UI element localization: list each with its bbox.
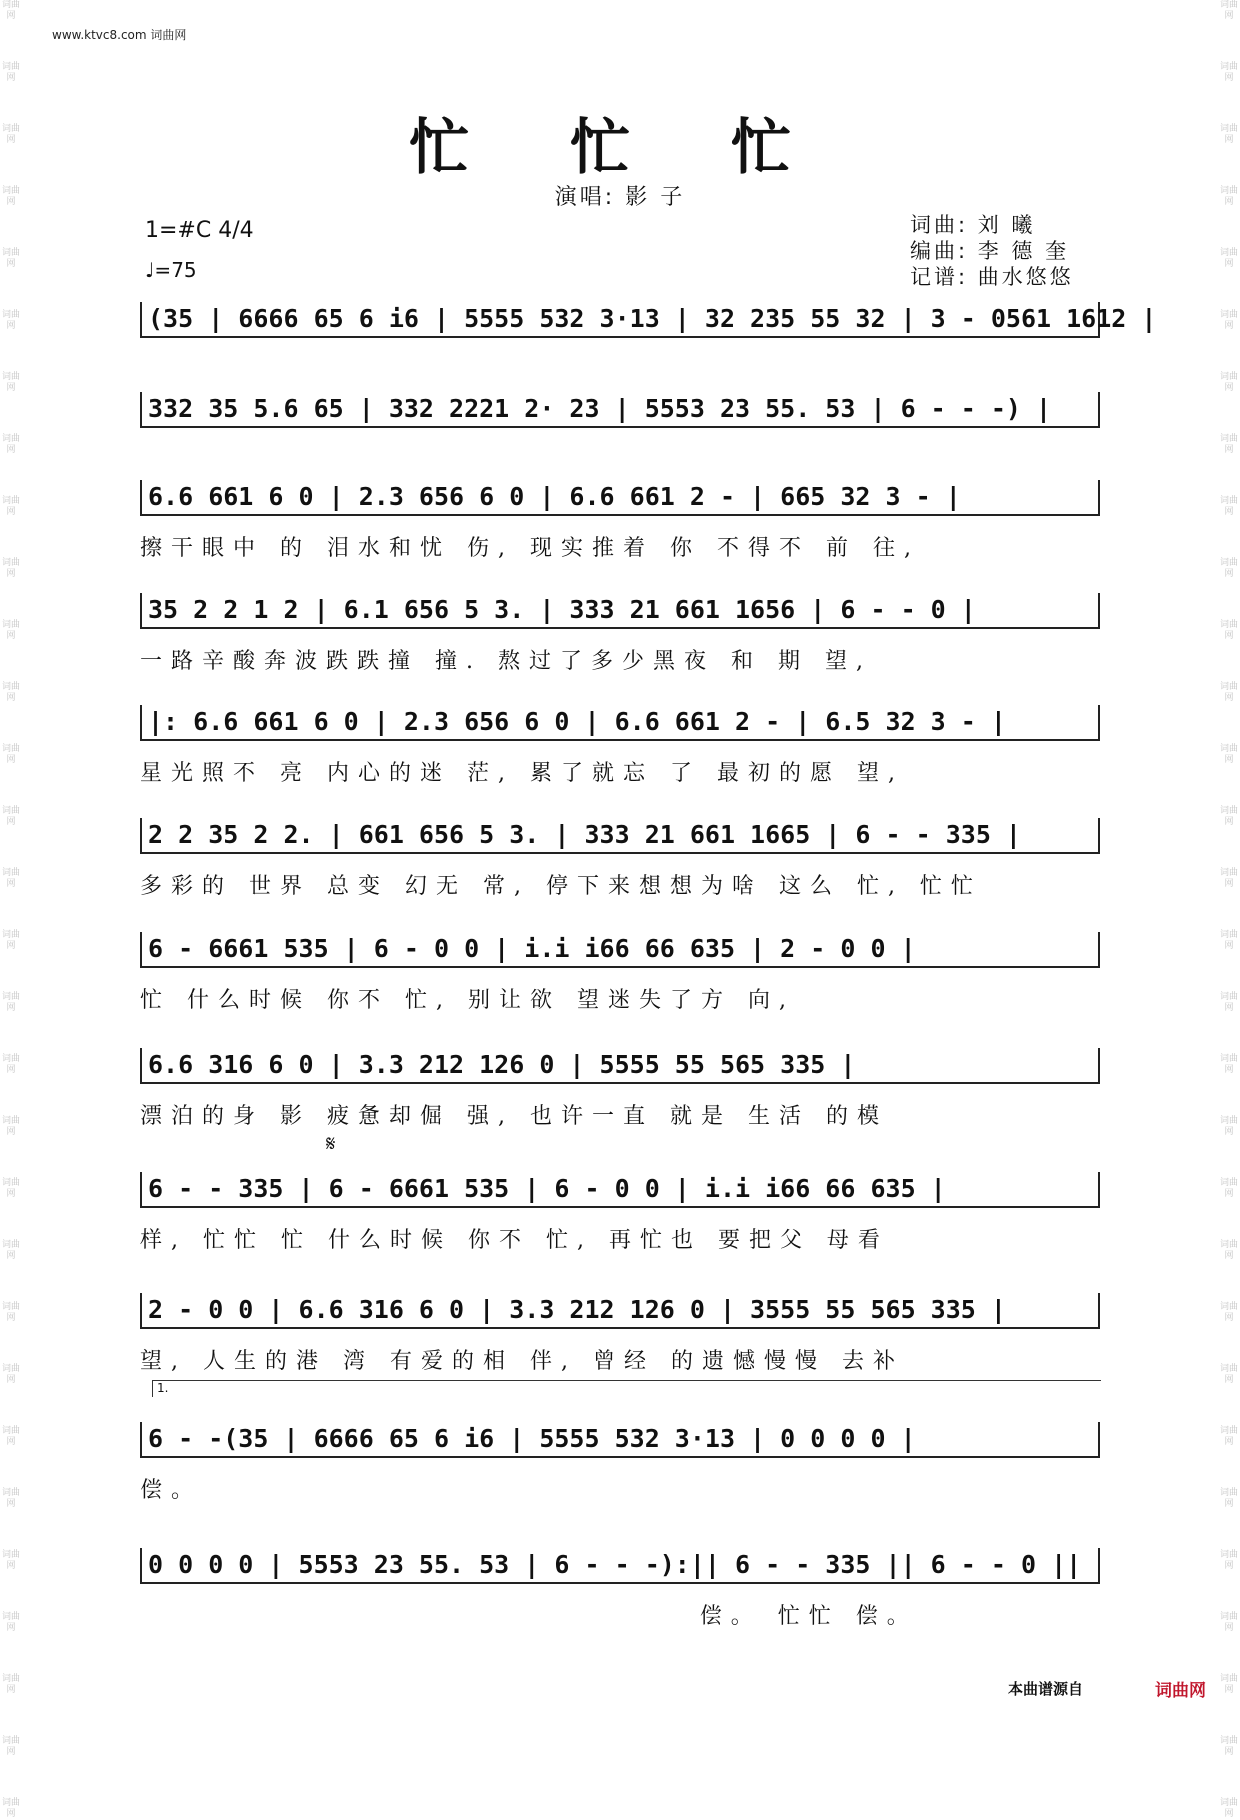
- lyric-line: 忙 什么时候 你不 忙, 别让欲 望迷失了方 向,: [140, 988, 795, 1013]
- edge-watermark-text: 词曲网: [1219, 434, 1238, 455]
- edge-watermark-text: 词曲网: [1, 558, 20, 579]
- edge-watermark-text: 词曲网: [1219, 1736, 1238, 1757]
- edge-watermark-text: 词曲网: [1, 1302, 20, 1323]
- edge-watermark-text: 词曲网: [1, 62, 20, 83]
- key-signature: 1=#C 4/4: [145, 218, 254, 243]
- edge-watermark-text: 词曲网: [1, 310, 20, 331]
- lyric-line: 多彩的 世界 总变 幻无 常, 停下来想想为啥 这么 忙, 忙忙: [140, 874, 982, 899]
- footer-source-label: 本曲谱源自: [1008, 1680, 1084, 1698]
- edge-watermark-text: 词曲网: [1, 496, 20, 517]
- site-url[interactable]: www.ktvc8.com 词曲网: [52, 28, 187, 42]
- notation-line: 35 2 2 1 2 | 6.1 656 5 3. | 333 21 661 1656 | 6 - - 0 |: [140, 593, 1100, 629]
- score-row: [140, 302, 1157, 386]
- lyric-line: 擦干眼中 的 泪水和忧 伤, 现实推着 你 不得不 前 往,: [140, 536, 920, 561]
- notation-line: 2 2 35 2 2. | 661 656 5 3. | 333 21 661 1665 | 6 - - 335 |: [140, 818, 1100, 854]
- credit-lyrics: 词曲: 刘 曦: [910, 213, 1036, 237]
- edge-watermark-text: 词曲网: [1219, 806, 1238, 827]
- edge-watermark-text: 词曲网: [1, 1550, 20, 1571]
- segno-sign: 𝄋: [326, 1132, 336, 1157]
- singer-line: 演唱: 影 子: [554, 185, 686, 210]
- lyric-line: 望, 人生的港 湾 有爱的相 伴, 曾经 的遗憾慢慢 去补: [140, 1349, 904, 1374]
- edge-watermark-text: 词曲网: [1219, 1364, 1238, 1385]
- edge-watermark-text: 词曲网: [1, 186, 20, 207]
- score-row: [140, 1293, 1100, 1377]
- edge-watermark-text: 词曲网: [1219, 930, 1238, 951]
- edge-watermark-text: 词曲网: [1219, 1798, 1238, 1819]
- credit-arranger: 编曲: 李 德 奎: [910, 239, 1070, 263]
- edge-watermark-text: 词曲网: [1, 1054, 20, 1075]
- edge-watermark-text: 词曲网: [1219, 1674, 1238, 1695]
- edge-watermark-text: 词曲网: [1219, 992, 1238, 1013]
- notation-line: |: 6.6 661 6 0 | 2.3 656 6 0 | 6.6 661 2 - | 6.5 32 3 - |: [140, 705, 1100, 741]
- score-row: [140, 593, 1100, 677]
- score-row: [140, 392, 1100, 476]
- edge-watermark-text: 词曲网: [1, 1116, 20, 1137]
- edge-watermark-text: 词曲网: [1219, 1426, 1238, 1447]
- edge-watermark-text: 词曲网: [1, 1426, 20, 1447]
- edge-watermark-text: 词曲网: [1, 372, 20, 393]
- edge-watermark-text: 词曲网: [1, 1674, 20, 1695]
- edge-watermark-text: 词曲网: [1, 434, 20, 455]
- edge-watermark-text: 词曲网: [1219, 682, 1238, 703]
- volta-bracket: 1.: [152, 1380, 1101, 1397]
- edge-watermark-text: 词曲网: [1, 992, 20, 1013]
- lyric-line: 一路辛酸奔波跌跌撞 撞. 熬过了多少黑夜 和 期 望,: [140, 649, 872, 674]
- edge-watermark-text: 词曲网: [1, 1364, 20, 1385]
- credit-transcriber: 记谱: 曲水悠悠: [910, 265, 1074, 289]
- edge-watermark-text: 词曲网: [1, 682, 20, 703]
- edge-watermark-text: 词曲网: [1, 1488, 20, 1509]
- edge-watermark-text: 词曲网: [1219, 0, 1238, 21]
- score-row: [140, 705, 1100, 789]
- edge-watermark-text: 词曲网: [1219, 248, 1238, 269]
- lyric-line: [140, 356, 1100, 386]
- lyric-line: 偿。: [140, 1478, 203, 1503]
- edge-watermark-text: 词曲网: [1219, 1240, 1238, 1261]
- score-row: [140, 1548, 1100, 1632]
- edge-watermark-text: 词曲网: [1219, 62, 1238, 83]
- edge-watermark-text: 词曲网: [1219, 1550, 1238, 1571]
- edge-watermark-text: 词曲网: [1219, 868, 1238, 889]
- edge-watermark-text: 词曲网: [1219, 1178, 1238, 1199]
- notation-line: 6.6 661 6 0 | 2.3 656 6 0 | 6.6 661 2 - | 665 32 3 - |: [140, 480, 1100, 516]
- edge-watermark-text: 词曲网: [1, 124, 20, 145]
- edge-watermark-text: 词曲网: [1219, 1302, 1238, 1323]
- edge-watermark-text: 词曲网: [1219, 372, 1238, 393]
- edge-watermark-text: 词曲网: [1, 248, 20, 269]
- edge-watermark-text: 词曲网: [1219, 1054, 1238, 1075]
- notation-line: 0 0 0 0 | 5553 23 55. 53 | 6 - - -):|| 6 - - 335 || 6 - - 0 ||: [140, 1548, 1100, 1584]
- watermark-left-edge: [0, 0, 22, 1819]
- notation-line: 6 - - 335 | 6 - 6661 535 | 6 - 0 0 | i.i i66 66 635 |: [140, 1172, 1100, 1208]
- edge-watermark-text: 词曲网: [1219, 1612, 1238, 1633]
- notation-line: (35 | 6666 65 6 i6 | 5555 532 3·13 | 32 235 55 32 | 3 - 0561 1612 |: [140, 302, 1100, 338]
- notation-line: 6 - 6661 535 | 6 - 0 0 | i.i i66 66 635 | 2 - 0 0 |: [140, 932, 1100, 968]
- edge-watermark-text: 词曲网: [1219, 124, 1238, 145]
- tempo-mark: ♩=75: [145, 258, 197, 282]
- edge-watermark-text: 词曲网: [1219, 1488, 1238, 1509]
- score-row: [140, 1048, 1100, 1132]
- edge-watermark-text: 词曲网: [1, 1798, 20, 1819]
- edge-watermark-text: 词曲网: [1219, 744, 1238, 765]
- notation-line: 6.6 316 6 0 | 3.3 212 126 0 | 5555 55 565 335 |: [140, 1048, 1100, 1084]
- edge-watermark-text: 词曲网: [1219, 1116, 1238, 1137]
- edge-watermark-text: 词曲网: [1219, 558, 1238, 579]
- edge-watermark-text: 词曲网: [1219, 620, 1238, 641]
- song-title: 忙 忙 忙: [409, 113, 831, 183]
- edge-watermark-text: 词曲网: [1219, 310, 1238, 331]
- edge-watermark-text: 词曲网: [1, 0, 20, 21]
- lyric-line: 漂泊的身 影 疲惫却倔 强, 也许一直 就是 生活 的模: [140, 1104, 888, 1129]
- edge-watermark-text: 词曲网: [1, 806, 20, 827]
- edge-watermark-text: 词曲网: [1, 1736, 20, 1757]
- notation-line: 2 - 0 0 | 6.6 316 6 0 | 3.3 212 126 0 | 3555 55 565 335 |: [140, 1293, 1100, 1329]
- lyric-line: 样, 忙忙 忙 什么时候 你不 忙, 再忙也 要把父 母看: [140, 1228, 889, 1253]
- notation-line: 6 - -(35 | 6666 65 6 i6 | 5555 532 3·13 | 0 0 0 0 |: [140, 1422, 1100, 1458]
- lyric-line: 偿。 忙忙 偿。: [140, 1604, 918, 1629]
- score-row: [140, 1422, 1100, 1506]
- score-row: [140, 480, 1100, 564]
- edge-watermark-text: 词曲网: [1, 1612, 20, 1633]
- edge-watermark-text: 词曲网: [1219, 186, 1238, 207]
- credits-block: [910, 212, 1074, 290]
- watermark-right-edge: [1218, 0, 1240, 1819]
- edge-watermark-text: 词曲网: [1, 930, 20, 951]
- score-row: [140, 1172, 1100, 1256]
- edge-watermark-text: 词曲网: [1, 1178, 20, 1199]
- footer-site-logo[interactable]: 词曲网: [1155, 1681, 1206, 1701]
- edge-watermark-text: 词曲网: [1, 620, 20, 641]
- lyric-line: [140, 446, 1100, 476]
- edge-watermark-text: 词曲网: [1, 868, 20, 889]
- score-row: [140, 932, 1100, 1016]
- edge-watermark-text: 词曲网: [1219, 496, 1238, 517]
- edge-watermark-text: 词曲网: [1, 744, 20, 765]
- edge-watermark-text: 词曲网: [1, 1240, 20, 1261]
- notation-line: 332 35 5.6 65 | 332 2221 2· 23 | 5553 23 55. 53 | 6 - - -) |: [140, 392, 1100, 428]
- lyric-line: 星光照不 亮 内心的迷 茫, 累了就忘 了 最初的愿 望,: [140, 761, 904, 786]
- score-row: [140, 818, 1100, 902]
